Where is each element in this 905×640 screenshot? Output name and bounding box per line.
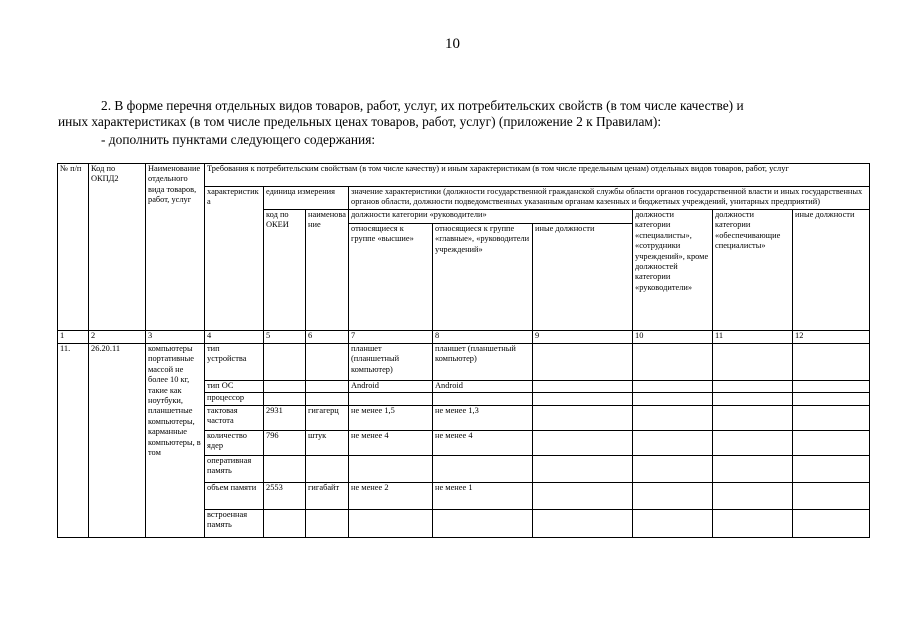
item-name: компьютеры портативные массой не более 10 кг, такие как ноутбуки, планшетные компьютеры, карманные компьютеры, в том	[146, 344, 205, 538]
row-okei: 2553	[264, 483, 306, 510]
column-number: 2	[89, 331, 146, 344]
row-unit	[306, 510, 349, 538]
row-value-main: Android	[433, 381, 533, 393]
row-characteristic: количество ядер	[205, 431, 264, 456]
row-characteristic: тактовая частота	[205, 406, 264, 431]
column-number: 9	[533, 331, 633, 344]
row-characteristic: оперативная память	[205, 456, 264, 483]
item-okpd: 26.20.11	[89, 344, 146, 538]
header-support: должности категории «обеспечивающие специалисты»	[713, 210, 793, 331]
column-number: 4	[205, 331, 264, 344]
row-characteristic: тип ОС	[205, 381, 264, 393]
row-characteristic: тип устройства	[205, 344, 264, 381]
header-characteristic: характеристика	[205, 187, 264, 331]
header-requirements: Требования к потребительским свойствам (в том числе качеству) и иным характеристикам (в том числе предельным ценам) отдельных видов товаров, работ, услуг	[205, 164, 870, 187]
column-number: 12	[793, 331, 870, 344]
row-value-main	[433, 510, 533, 538]
row-value-main: планшет (планшетный компьютер)	[433, 344, 533, 381]
column-number: 6	[306, 331, 349, 344]
column-number: 1	[58, 331, 89, 344]
row-unit: штук	[306, 431, 349, 456]
header-okpd: Код по ОКПД2	[89, 164, 146, 331]
row-value-main: не менее 1	[433, 483, 533, 510]
header-highest: относящиеся к группе «высшие»	[349, 224, 433, 331]
header-leaders: должности категории «руководители»	[349, 210, 633, 224]
row-unit	[306, 393, 349, 406]
goods-requirements-table	[57, 163, 870, 538]
row-value-highest: не менее 1,5	[349, 406, 433, 431]
row-okei	[264, 456, 306, 483]
header-other: иные должности	[793, 210, 870, 331]
row-okei: 796	[264, 431, 306, 456]
header-main: относящиеся к группе «главные», «руководители учреждений»	[433, 224, 533, 331]
row-characteristic: процессор	[205, 393, 264, 406]
column-number: 8	[433, 331, 533, 344]
row-value-highest	[349, 456, 433, 483]
row-characteristic: встроенная память	[205, 510, 264, 538]
header-okei-code: код по ОКЕИ	[264, 210, 306, 331]
header-num: № п/п	[58, 164, 89, 331]
table-row	[58, 344, 870, 381]
intro-line-2: иных характеристиках (в том числе предельных ценах товаров, работ, услуг) (приложение 2 к Правилам):	[58, 114, 662, 129]
row-okei	[264, 510, 306, 538]
column-number: 3	[146, 331, 205, 344]
page-number: 10	[445, 36, 460, 52]
row-okei	[264, 344, 306, 381]
row-unit	[306, 456, 349, 483]
header-specialists: должности категории «специалисты», «сотрудники учреждений», кроме должностей категории «руководители»	[633, 210, 713, 331]
row-unit: гигабайт	[306, 483, 349, 510]
row-value-highest: планшет (планшетный компьютер)	[349, 344, 433, 381]
column-number: 7	[349, 331, 433, 344]
header-other-leaders: иные должности	[533, 224, 633, 331]
row-unit	[306, 381, 349, 393]
intro-line-1: 2. В форме перечня отдельных видов товаров, работ, услуг, их потребительских свойств (в том числе качестве) и	[101, 98, 744, 113]
row-value-highest: Android	[349, 381, 433, 393]
header-unit: единица измерения	[264, 187, 349, 210]
row-okei	[264, 393, 306, 406]
row-value-main	[433, 393, 533, 406]
header-name: Наименование отдельного вида товаров, работ, услуг	[146, 164, 205, 331]
header-value: значение характеристики (должности государственной гражданской службы области органов государственной власти и иных государственных органов области, должности подведомственных указанным органам казенных и бюджетных учреждений, унитарных предприятий)	[349, 187, 870, 210]
row-okei: 2931	[264, 406, 306, 431]
row-value-highest	[349, 510, 433, 538]
row-characteristic: объем памяти	[205, 483, 264, 510]
row-value-highest: не менее 2	[349, 483, 433, 510]
row-value-main	[433, 456, 533, 483]
item-num: 11.	[58, 344, 89, 538]
header-unit-name: наименование	[306, 210, 349, 331]
row-value-highest	[349, 393, 433, 406]
intro-line-3: - дополнить пунктами следующего содержания:	[101, 132, 376, 147]
row-value-main: не менее 1,3	[433, 406, 533, 431]
column-number: 11	[713, 331, 793, 344]
row-value-highest: не менее 4	[349, 431, 433, 456]
row-unit: гигагерц	[306, 406, 349, 431]
row-value-main: не менее 4	[433, 431, 533, 456]
column-number: 5	[264, 331, 306, 344]
column-number: 10	[633, 331, 713, 344]
row-unit	[306, 344, 349, 381]
row-okei	[264, 381, 306, 393]
column-number-row	[58, 331, 870, 344]
